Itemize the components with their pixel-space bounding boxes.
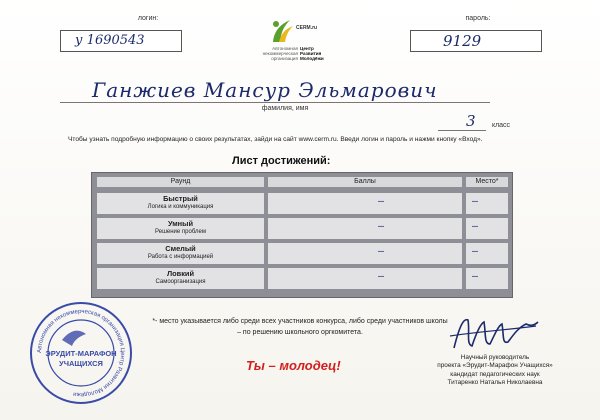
table-row <box>92 193 512 217</box>
signatory-line: Титаренко Наталья Николаевна <box>447 379 543 387</box>
table-row <box>92 218 512 242</box>
leaf-logo-icon <box>270 18 294 44</box>
table-row <box>92 268 512 292</box>
info-text: Чтобы узнать подробную информацию о своих результатах, зайди на сайт www.cerm.ru. Введи логин и пароль и нажми кнопку «Вход». <box>68 136 483 143</box>
place-value: — <box>472 271 479 282</box>
round-cell <box>97 218 264 239</box>
table-header <box>92 173 512 189</box>
place-value: — <box>472 221 479 232</box>
name-underline <box>60 102 490 103</box>
round-desc: Логика и коммуникация <box>147 204 214 210</box>
score-value: — <box>378 221 385 232</box>
logo-site: CERM.ru <box>296 25 318 31</box>
score-cell <box>268 243 462 264</box>
participant-name: Ганжиев Мансур Эльмарович <box>92 78 438 102</box>
round-name: Умный <box>167 219 193 228</box>
achievements-table <box>91 172 513 298</box>
signatory-line: Научный руководитель <box>460 354 530 361</box>
motto-text: Ты – молодец! <box>246 358 341 373</box>
score-cell <box>268 268 462 289</box>
signatory-line: проекта «Эрудит-Марафон Учащихся» <box>437 362 553 370</box>
place-value: — <box>472 246 479 257</box>
login-box <box>60 30 182 52</box>
signatory-line: кандидат педагогических наук <box>450 370 540 378</box>
logo-org-text: Автономная некоммерческая организация <box>262 46 298 61</box>
place-value: — <box>472 196 479 207</box>
achievements-title: Лист достижений: <box>232 155 331 167</box>
score-cell <box>268 218 462 239</box>
cerm-logo <box>258 18 338 66</box>
class-underline <box>438 130 486 131</box>
round-name: Быстрый <box>163 194 198 203</box>
round-name: Смелый <box>165 244 196 253</box>
login-label: логин: <box>137 15 159 22</box>
password-label: пароль: <box>465 15 491 22</box>
round-name: Ловкий <box>166 269 195 278</box>
name-caption: фамилия, имя <box>261 105 309 112</box>
password-box <box>410 30 542 52</box>
svg-text:Автономная некоммерческая орга: Автономная некоммерческая организация Центр Развития Молодёжи <box>36 308 126 398</box>
logo-center-text: Центр Развития Молодёжи <box>300 46 324 61</box>
score-value: — <box>378 246 385 257</box>
score-value: — <box>378 271 385 282</box>
place-cell <box>466 243 508 264</box>
place-cell <box>466 218 508 239</box>
round-cell <box>97 268 264 289</box>
score-cell <box>268 193 462 214</box>
password-value: 9129 <box>443 32 482 50</box>
column-header-place: Место* <box>466 177 508 187</box>
table-row <box>92 243 512 267</box>
place-cell <box>466 193 508 214</box>
column-header-round: Раунд <box>97 177 264 187</box>
round-desc: Самоорганизация <box>155 279 206 285</box>
signatory-block <box>420 354 570 388</box>
class-value: 3 <box>466 112 476 130</box>
login-value: у 1690543 <box>75 33 145 48</box>
signature-image <box>446 314 542 354</box>
round-cell <box>97 193 264 214</box>
stamp-seal <box>28 300 134 406</box>
svg-text:ЭРУДИТ-МАРАФОН: ЭРУДИТ-МАРАФОН <box>45 349 117 358</box>
round-desc: Решение проблем <box>155 229 206 235</box>
score-value: — <box>378 196 385 207</box>
round-desc: Работа с информацией <box>147 254 214 260</box>
round-cell <box>97 243 264 264</box>
column-header-score: Баллы <box>268 177 462 187</box>
place-cell <box>466 268 508 289</box>
svg-text:УЧАЩИХСЯ: УЧАЩИХСЯ <box>59 359 103 368</box>
footnote: *- место указывается либо среди всех участников конкурса, либо среди участников школы – по решению школьного оргкомитета. <box>152 318 448 336</box>
class-label: класс <box>491 122 511 129</box>
